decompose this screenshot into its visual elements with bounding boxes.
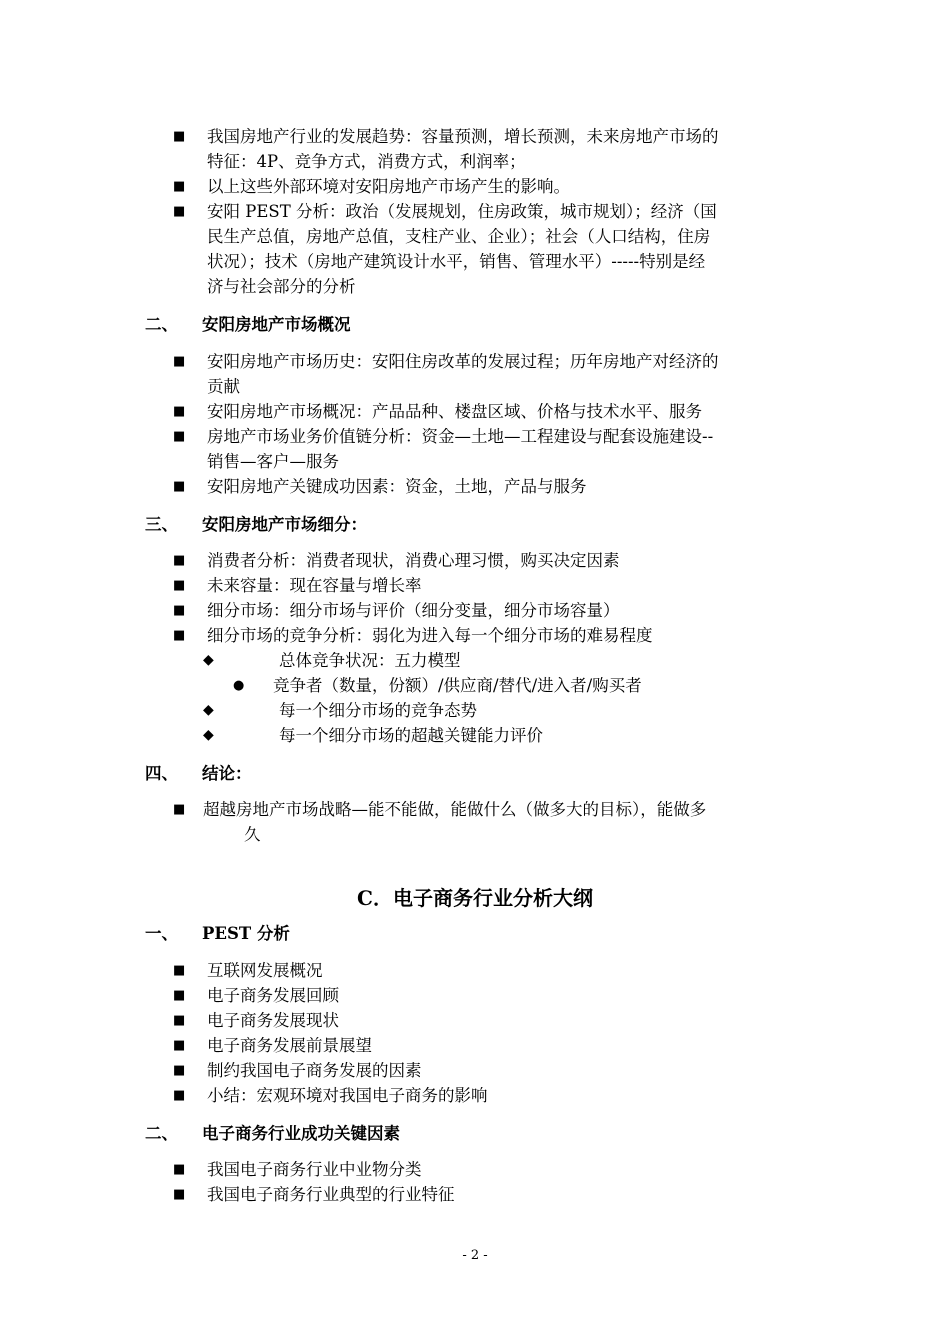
bullet-marker: ■: [173, 963, 186, 978]
bullet-marker: ■: [173, 578, 186, 593]
bullet-marker: ■: [173, 204, 186, 219]
list-item-continuation: 久: [244, 825, 261, 844]
bullet-marker: ■: [173, 1088, 186, 1103]
sub-list-item: 总体竞争状况：五力模型: [279, 651, 461, 670]
list-item: 细分市场：细分市场与评价（细分变量，细分市场容量）: [207, 601, 620, 620]
section-title: 电子商务行业成功关键因素: [202, 1124, 400, 1143]
sub-list-item: 每一个细分市场的超越关键能力评价: [279, 726, 543, 745]
section-number: 二、: [145, 1124, 178, 1143]
list-item: 房地产市场业务价值链分析：资金—土地—工程建设与配套设施建设--: [207, 427, 714, 446]
section-number: 四、: [145, 764, 178, 783]
list-item-continuation: 贡献: [207, 377, 240, 396]
section-heading: [145, 512, 367, 537]
list-item: 安阳 PEST 分析：政治（发展规划，住房政策，城市规划）；经济（国: [207, 202, 717, 221]
bullet-marker: ■: [173, 802, 186, 817]
section-heading: [145, 312, 351, 337]
diamond-bullet-icon: ◆: [203, 727, 214, 743]
sub-sub-list-item: 竞争者（数量，份额）/供应商/替代/进入者/购买者: [273, 676, 642, 695]
bullet-marker: ■: [173, 1187, 186, 1202]
bullet-marker: ■: [173, 628, 186, 643]
list-item-continuation: 民生产总值，房地产总值，支柱产业、企业）；社会（人口结构，住房: [207, 227, 711, 246]
bullet-marker: ■: [173, 179, 186, 194]
list-item-continuation: 济与社会部分的分析: [207, 277, 356, 296]
section-number: 二、: [145, 315, 178, 334]
list-item: 未来容量：现在容量与增长率: [207, 576, 422, 595]
section-heading: [145, 921, 290, 946]
diamond-bullet-icon: ◆: [203, 702, 214, 718]
list-item-continuation: 特征：4P、竞争方式，消费方式，利润率；: [207, 152, 526, 171]
bullet-marker: ■: [173, 354, 186, 369]
section-title: 结论：: [202, 764, 252, 783]
list-item: 小结：宏观环境对我国电子商务的影响: [207, 1086, 488, 1105]
bullet-marker: ■: [173, 1013, 186, 1028]
list-item: 我国电子商务行业中业物分类: [207, 1160, 422, 1179]
diamond-bullet-icon: ◆: [203, 652, 214, 668]
list-item: 电子商务发展现状: [207, 1011, 339, 1030]
list-item: 安阳房地产市场历史：安阳住房改革的发展过程；历年房地产对经济的: [207, 352, 719, 371]
bullet-marker: ■: [173, 1038, 186, 1053]
list-item: 互联网发展概况: [207, 961, 323, 980]
list-item-continuation: 销售—客户—服务: [207, 452, 339, 471]
list-item: 制约我国电子商务发展的因素: [207, 1061, 422, 1080]
page-number: - 2 -: [462, 1248, 488, 1263]
section-number: 三、: [145, 515, 178, 534]
list-item: 电子商务发展前景展望: [207, 1036, 372, 1055]
bullet-marker: ■: [173, 1162, 186, 1177]
list-item-continuation: 状况）；技术（房地产建筑设计水平，销售、管理水平）-----特别是经: [207, 252, 706, 271]
list-item: 消费者分析：消费者现状，消费心理习惯，购买决定因素: [207, 551, 620, 570]
bullet-marker: ■: [173, 988, 186, 1003]
section-number: 一、: [145, 924, 178, 943]
section-title: 安阳房地产市场概况: [202, 315, 351, 334]
section-title: 安阳房地产市场细分：: [202, 515, 367, 534]
bullet-marker: ■: [173, 603, 186, 618]
bullet-marker: ■: [173, 479, 186, 494]
bullet-marker: ■: [173, 129, 186, 144]
bullet-marker: ■: [173, 553, 186, 568]
bullet-marker: ■: [173, 429, 186, 444]
list-item: 超越房地产市场战略—能不能做，能做什么（做多大的目标），能做多: [203, 800, 707, 819]
list-item: 我国电子商务行业典型的行业特征: [207, 1185, 455, 1204]
section-heading: [145, 1121, 400, 1146]
section-heading: [145, 761, 252, 786]
list-item: 以上这些外部环境对安阳房地产市场产生的影响。: [207, 177, 570, 196]
list-item: 安阳房地产关键成功因素：资金，土地，产品与服务: [207, 477, 587, 496]
bullet-marker: ■: [173, 1063, 186, 1078]
bullet-marker: ■: [173, 404, 186, 419]
list-item: 安阳房地产市场概况：产品品种、楼盘区域、价格与技术水平、服务: [207, 402, 702, 421]
list-item: 细分市场的竞争分析：弱化为进入每一个细分市场的难易程度: [207, 626, 653, 645]
section-title: PEST 分析: [202, 924, 290, 943]
list-item: 我国房地产行业的发展趋势：容量预测，增长预测，未来房地产市场的: [207, 127, 719, 146]
list-item: 电子商务发展回顾: [207, 986, 339, 1005]
dot-bullet-icon: ●: [233, 678, 245, 693]
sub-list-item: 每一个细分市场的竞争态势: [279, 701, 477, 720]
part-title: C．电子商务行业分析大纲: [357, 886, 593, 910]
